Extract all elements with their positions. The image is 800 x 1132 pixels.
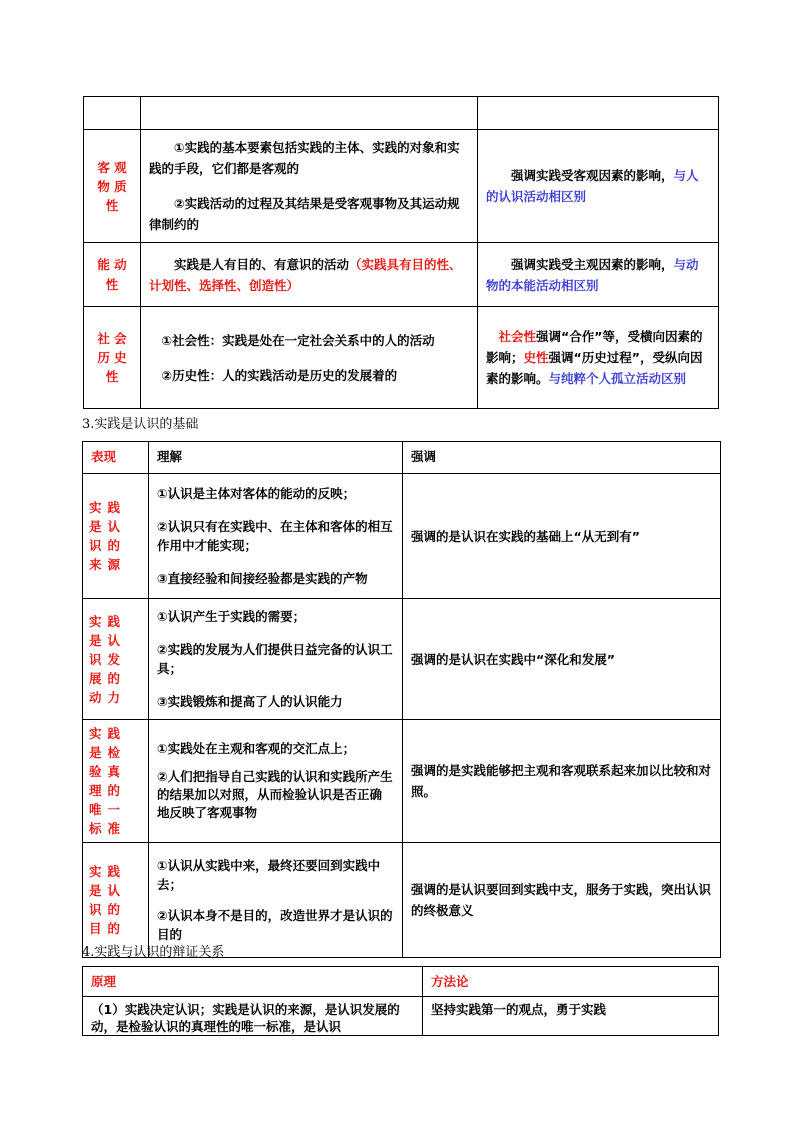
practice-cognition-table: [82, 966, 719, 1036]
table-header-row: [83, 967, 719, 997]
label-text: 能 动: [97, 256, 127, 272]
row-label: 实践是检验真理的唯一标准: [83, 720, 149, 843]
table-row: [83, 474, 721, 599]
row-label: 实践是认识发展的动力: [83, 599, 149, 720]
list-item: ②人们把指导自己实践的认识和实践所产生的结果加以对照，从而检验认识是否正确地反映了客观事物: [157, 769, 393, 820]
label-text: 性: [105, 276, 119, 292]
list-item: ①认识从实践中来，最终还要回到实践中去；: [157, 858, 381, 892]
table-row: [84, 307, 719, 409]
note-text: 强调“合作”等，受横向因素的影响；: [486, 329, 703, 365]
row-label: [84, 130, 141, 243]
note-text: 强调“历史过程”，受纵向因素的影响。: [486, 350, 703, 386]
table-row: [83, 599, 721, 720]
emphasis-cell: 强调的是实践能够把主观和客观联系起来加以比较和对照。: [403, 720, 721, 843]
understanding-cell: [149, 720, 403, 843]
empty-cell: [478, 97, 719, 130]
description-cell: [141, 307, 478, 409]
note-highlight: 与纯粹个人孤立活动区别: [548, 371, 687, 386]
label-text: 性: [105, 369, 119, 384]
label-text: 历 史: [97, 350, 127, 365]
section-title: 4.实践与认识的辩证关系: [82, 945, 225, 960]
description-cell: [141, 243, 478, 307]
column-header: 表现: [83, 442, 149, 474]
description-text: ①实践的基本要素包括实践的主体、实践的对象和实践的手段，它们都是客观的: [149, 140, 460, 176]
emphasis-cell: 强调的是认识在实践中“深化和发展”: [403, 599, 721, 720]
empty-cell: [141, 97, 478, 130]
practice-basis-table: [82, 441, 721, 958]
description-text: ②历史性：人的实践活动是历史的发展着的: [161, 367, 398, 383]
description-text: 实践是人有目的、有意识的活动: [174, 256, 350, 272]
note-text: 强调实践受客观因素的影响，: [511, 168, 674, 183]
table-row: [84, 97, 719, 130]
table-row: [83, 997, 719, 1036]
description-text: ①社会性：实践是处在一定社会关系中的人的活动: [161, 332, 435, 348]
label-text: 性: [105, 197, 119, 213]
section-title: 3.实践是认识的基础: [82, 417, 199, 432]
table-row: [84, 130, 719, 243]
note-cell: [478, 243, 719, 307]
list-item: ②认识只有在实践中、在主体和客体的相互作用中才能实现；: [157, 519, 393, 553]
description-highlight: （实践具有目的性、计划性、选择性、创造性）: [149, 256, 462, 293]
label-text: 客 观: [97, 159, 127, 175]
column-header: 强调: [403, 442, 721, 474]
emphasis-cell: 强调的是认识在实践的基础上“从无到有”: [403, 474, 721, 599]
row-label: [84, 243, 141, 307]
row-label: [84, 307, 141, 409]
note-text: 强调实践受主观因素的影响，: [511, 256, 674, 272]
description-cell: [141, 130, 478, 243]
note-highlight: 社会性: [498, 329, 537, 344]
list-item: ①实践处在主观和客观的交汇点上；: [157, 741, 356, 756]
note-highlight: 史性: [523, 350, 549, 365]
note-cell: [478, 130, 719, 243]
column-header: 原理: [83, 967, 423, 997]
list-item: ③直接经验和间接经验都是实践的产物: [157, 571, 368, 586]
understanding-cell: [149, 474, 403, 599]
list-item: ②认识本身不是目的，改造世界才是认识的目的: [157, 908, 393, 942]
note-cell: [478, 307, 719, 409]
note-highlight: 与动物的本能活动相区别: [486, 256, 699, 293]
description-text: ②实践活动的过程及其结果是受客观事物及其运动规律制约的: [149, 196, 460, 232]
table-header-row: [83, 442, 721, 474]
emphasis-cell: 强调的是认识要回到实践中支，服务于实践，突出认识的终极意义: [403, 843, 721, 958]
row-label: 实践是认识的目的: [83, 843, 149, 958]
note-highlight: 与人的认识活动相区别: [486, 168, 699, 204]
label-text: 物 质: [97, 178, 127, 194]
methodology-cell: 坚持实践第一的观点，勇于实践: [423, 997, 719, 1036]
empty-cell: [84, 97, 141, 130]
list-item: ①认识是主体对客体的能动的反映；: [157, 486, 356, 501]
row-label: 实践是认识的来源: [83, 474, 149, 599]
understanding-cell: [149, 599, 403, 720]
principle-cell: （1）实践决定认识；实践是认识的来源，是认识发展的动，是检验认识的真理性的唯一标准，是认识: [83, 997, 423, 1036]
list-item: ③实践锻炼和提高了人的认识能力: [157, 694, 343, 709]
list-item: ①认识产生于实践的需要；: [157, 609, 306, 624]
column-header: 理解: [149, 442, 403, 474]
column-header: 方法论: [423, 967, 719, 997]
table-row: [83, 720, 721, 843]
table-row: [84, 243, 719, 307]
practice-characteristics-table: [83, 96, 719, 409]
label-text: 社 会: [97, 331, 127, 346]
list-item: ②实践的发展为人们提供日益完备的认识工具；: [157, 642, 393, 676]
